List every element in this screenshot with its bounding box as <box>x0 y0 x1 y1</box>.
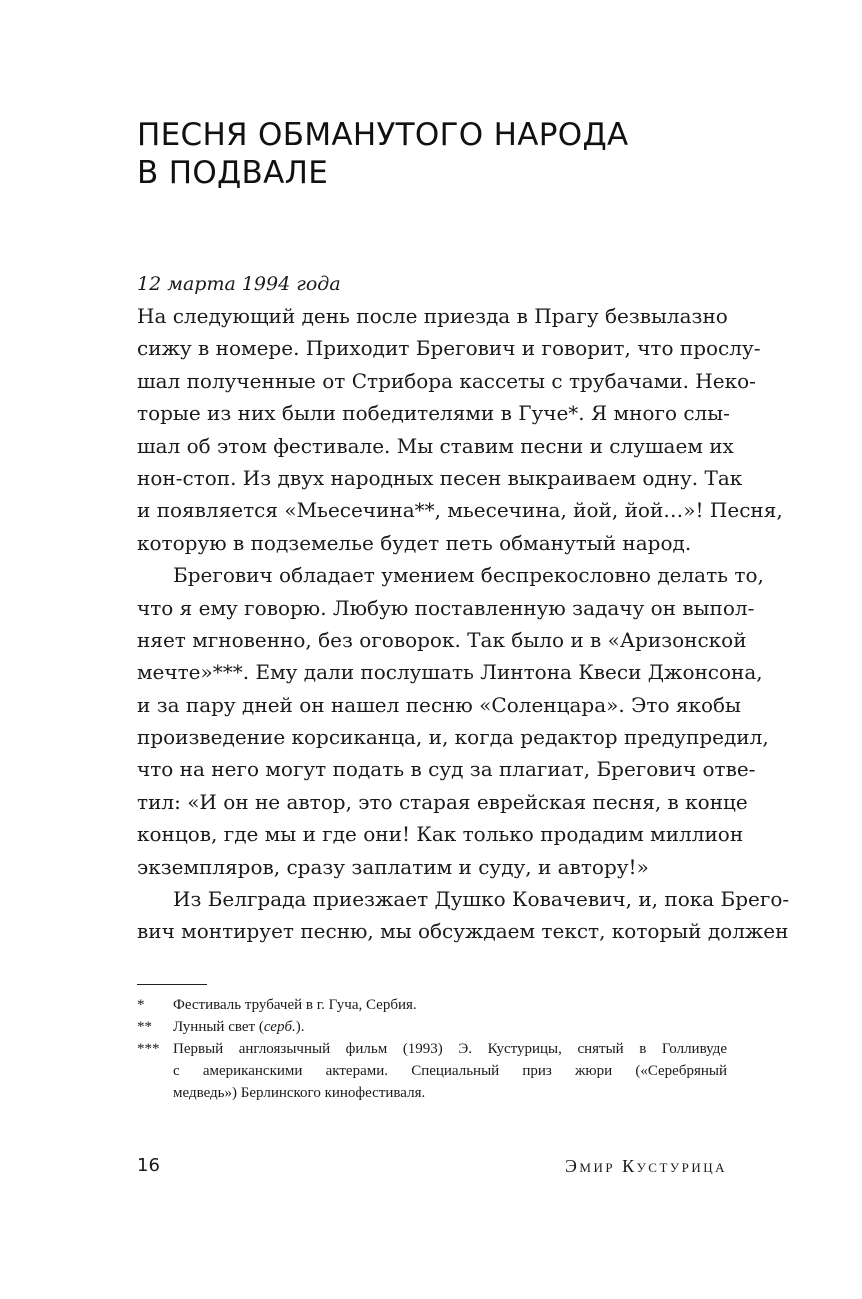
footnote-text <box>173 1016 727 1038</box>
footnote-text-italic: серб. <box>263 1019 296 1035</box>
text-line: которую в подземелье будет петь обманутый народ. <box>137 530 692 555</box>
footnote-text-part: ). <box>295 1019 305 1035</box>
text-line: Из Белграда приезжает Душко Ковачевич, и, пока Брего- <box>173 887 790 912</box>
footnote-mark: *** <box>137 1041 160 1057</box>
text-line: и за пару дней он нашел песню «Соленцара». Это якобы <box>137 692 741 717</box>
footnotes <box>137 994 727 1104</box>
text-line: тил: «И он не автор, это старая еврейская песня, в конце <box>137 789 748 814</box>
text-line: мечте»***. Ему дали послушать Линтона Квеси Джонсона, <box>137 660 763 685</box>
text-line: экземпляров, сразу заплатим и суду, и автору!» <box>137 854 649 879</box>
text-line: На следующий день после приезда в Прагу безвылазно <box>137 304 728 328</box>
footnote-divider <box>137 984 207 985</box>
footnote-text: Первый англоязычный фильм (1993) Э. Кустурицы, снятый в Голливуде <box>173 1041 727 1057</box>
footnote-mark: ** <box>137 1019 152 1035</box>
text-line: сижу в номере. Приходит Брегович и говорит, что прослу- <box>137 336 761 361</box>
chapter-title-line: ПЕСНЯ ОБМАНУТОГО НАРОДА <box>137 117 629 153</box>
footnote-mark: * <box>137 997 145 1013</box>
footnote <box>137 1016 727 1038</box>
footnote-text: Фестиваль трубачей в г. Гуча, Сербия. <box>173 997 417 1013</box>
entry-date: 12 марта 1994 года <box>137 273 341 295</box>
footnote <box>137 994 727 1016</box>
text-line: и появляется «Мьесечина**, мьесечина, йой, йой…»! Песня, <box>137 498 783 523</box>
text-line: произведение корсиканца, и, когда редактор предупредил, <box>137 725 769 750</box>
text-line: вич монтирует песню, мы обсуждаем текст, который должен <box>137 919 789 944</box>
footnote-text-part: Лунный свет ( <box>173 1019 264 1035</box>
text-line: шал об этом фестивале. Мы ставим песни и слушаем их <box>137 433 734 458</box>
chapter-title-line: В ПОДВАЛЕ <box>137 155 329 191</box>
text-line: шал полученные от Стрибора кассеты с трубачами. Неко- <box>137 368 756 393</box>
page-number: 16 <box>137 1155 160 1176</box>
text-line: нон-стоп. Из двух народных песен выкраиваем одну. Так <box>137 465 743 490</box>
text-line: торые из них были победителями в Гуче*. Я много слы- <box>137 401 730 426</box>
text-line: что я ему говорю. Любую поставленную задачу он выпол- <box>137 595 755 620</box>
footnote-text: с американскими актерами. Специальный приз жюри («Серебряный <box>173 1063 727 1079</box>
footnote <box>137 1038 727 1104</box>
text-line: Брегович обладает умением беспрекословно делать то, <box>173 563 764 588</box>
text-line: концов, где мы и где они! Как только продадим миллион <box>137 822 744 847</box>
text-line: что на него могут подать в суд за плагиат, Брегович отве- <box>137 757 756 782</box>
running-head-author: Эмир Кустурица <box>565 1156 727 1176</box>
body-text <box>137 300 790 948</box>
chapter-title <box>137 116 737 192</box>
footnote-text: медведь») Берлинского кинофестиваля. <box>173 1085 426 1101</box>
text-line: няет мгновенно, без оговорок. Так было и в «Аризонской <box>137 627 747 652</box>
